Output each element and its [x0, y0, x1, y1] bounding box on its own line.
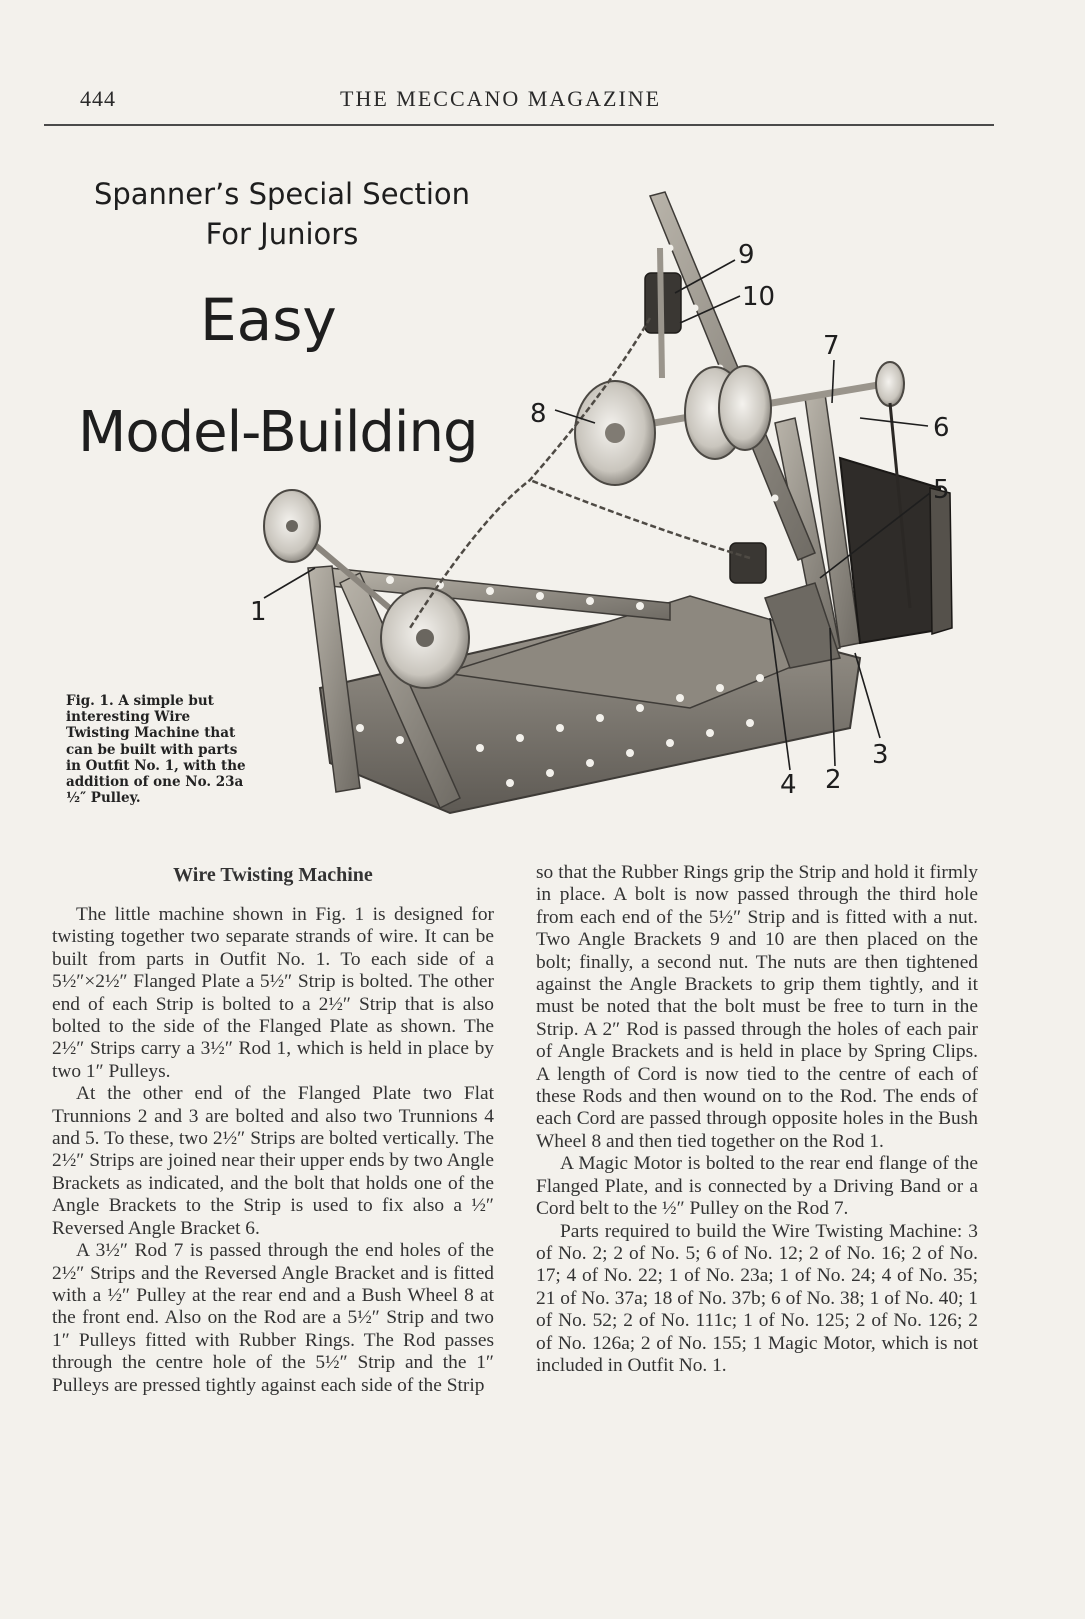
- machine-illustration: [250, 188, 1000, 848]
- callout-6: 6: [933, 413, 950, 443]
- paragraph: so that the Rubber Rings grip the Strip and hold it firmly in place. A bolt is now passed through the third hole from each end of the 5½″ Strip and is fitted with a nut. Two Angle Brackets 9 and 10 are then placed on the bolt; finally, a second nut. The nuts are then tightened against the Angle Brackets to grip them tightly, and it must be noted that the bolt must be free to turn in the Strip. A 2″ Rod is passed through the holes of each pair of Angle Brackets and is held in place by Spring Clips. A length of Cord is now tied to the centre of each of these Rods and then wound on to the Rod. The ends of each Cord are passed through opposite holes in the Bush Wheel 8 and then tied together on the Rod 1.: [536, 862, 978, 1152]
- paragraph: A Magic Motor is bolted to the rear end flange of the Flanged Plate, and is connected by a Driving Band or a Cord belt to the ½″ Pulley on the Rod 7.: [536, 1153, 978, 1220]
- rod-2-inch-upper: [660, 248, 662, 378]
- motor-flange: [930, 488, 952, 634]
- figure-wire-twisting-machine: [250, 188, 1000, 848]
- bush-wheel-boss: [605, 423, 625, 443]
- article-heading: Wire Twisting Machine: [173, 864, 373, 886]
- callout-9: 9: [738, 240, 755, 270]
- page-number: 444: [80, 86, 116, 111]
- angle-bracket-lower: [730, 543, 766, 583]
- section-title-line2: For Juniors: [205, 217, 359, 251]
- callout-4: 4: [780, 770, 797, 800]
- figure-caption: Fig. 1. A simple but interesting Wire Twisting Machine that can be built with parts in Outfit No. 1, with the addition of one No. 23a ½″ Pulley.: [66, 693, 246, 807]
- callout-8: 8: [530, 399, 547, 429]
- paragraph: Parts required to build the Wire Twisting Machine: 3 of No. 2; 2 of No. 5; 6 of No. 12; 2 of No. 16; 2 of No. 17; 4 of No. 22; 1 of No. 23a; 1 of No. 24; 4 of No. 35; 21 of No. 37a; 18 of No. 37b; 6 of No. 38; 1 of No. 40; 1 of No. 52; 2 of No. 111c; 1 of No. 125; 2 of No. 126; 2 of No. 126a; 2 of No. 155; 1 Magic Motor, which is not included in Outfit No. 1.: [536, 1220, 978, 1376]
- paragraph: At the other end of the Flanged Plate two Flat Trunnions 2 and 3 are bolted and also two Trunnions 4 and 5. To these, two 2½″ Strips are bolted vertically. The 2½″ Strips are joined near their upper ends by two Angle Brackets as indicated, and the bolt that holds one of the Angle Brackets to the Strip is used to fix also a ½″ Reversed Angle Bracket 6.: [52, 1083, 494, 1239]
- callout-5: 5: [933, 475, 950, 505]
- paragraph: A 3½″ Rod 7 is passed through the end holes of the 2½″ Strips and the Reversed Angle Bracket and is fitted with a ½″ Pulley at the rear end and a Bush Wheel 8 at the front end. Also on the Rod are a 5½″ Strip and two 1″ Pulleys fitted with Rubber Rings. The Rod passes through the centre hole of the 5½″ Strip and the 1″ Pulleys are pressed tightly against each side of the Strip: [52, 1240, 494, 1396]
- strip-5-half-inch: [330, 568, 670, 620]
- callout-1: 1: [250, 597, 267, 627]
- article-column-left: [52, 864, 494, 1397]
- callout-7: 7: [823, 331, 840, 361]
- running-head: THE MECCANO MAGAZINE: [340, 86, 662, 111]
- callout-3: 3: [872, 740, 889, 770]
- pulley-1-inch-b: [719, 366, 771, 450]
- title-model-building: Model-Building: [78, 400, 478, 465]
- article-column-right: [536, 862, 978, 1377]
- section-title-line1: Spanner’s Special Section: [93, 177, 471, 211]
- title-easy: Easy: [200, 286, 337, 354]
- callout-2: 2: [825, 765, 842, 795]
- pulley-1-rear-boss: [286, 520, 298, 532]
- callout-10: 10: [742, 282, 776, 312]
- paragraph: The little machine shown in Fig. 1 is designed for twisting together two separate strands of wire. It can be built from parts in Outfit No. 1. To each side of a 5½″×2½″ Flanged Plate a 5½″ Strip is bolted. The other end of each Strip is bolted to a 2½″ Strip that is also bolted to the side of the Flanged Plate as shown. The 2½″ Strips carry a 3½″ Rod 1, which is held in place by two 1″ Pulleys.: [52, 904, 494, 1082]
- cord-lower: [530, 480, 750, 558]
- header-rule: [44, 124, 994, 126]
- pulley-half-inch-rear: [876, 362, 904, 406]
- pulley-1-front-boss: [416, 629, 434, 647]
